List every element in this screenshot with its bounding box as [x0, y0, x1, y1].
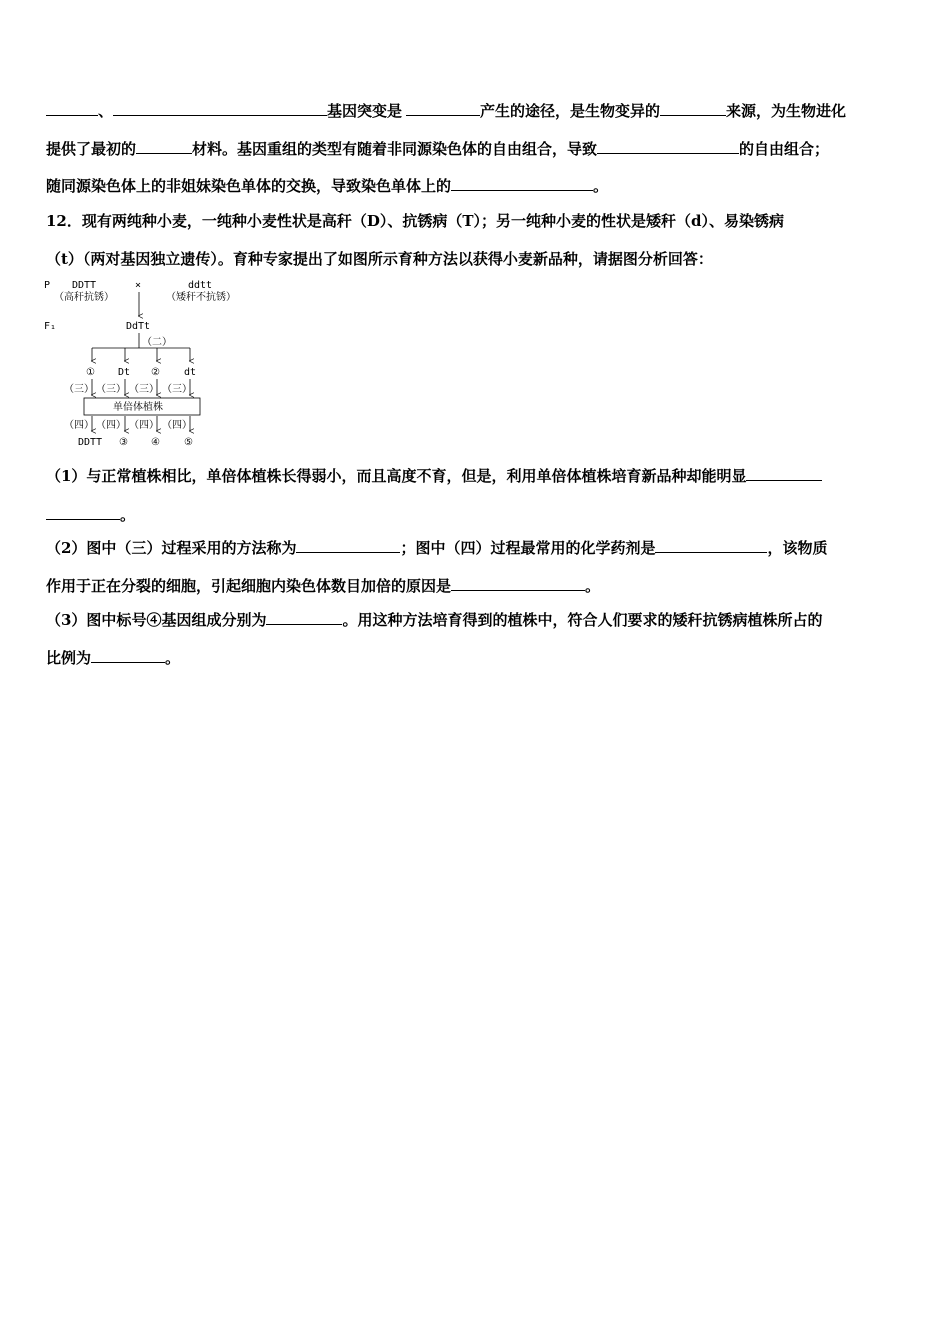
- step-4-label: （四）: [129, 420, 159, 431]
- gamete-4: dt: [184, 367, 197, 378]
- text-span: 材料。基因重组的类型有随着非同源染色体的自由组合，导致: [192, 140, 598, 158]
- step-3-label: （三）: [162, 384, 192, 395]
- question-text: （t）（两对基因独立遗传）。育种专家提出了如图所示育种方法以获得小麦新品种，请据图分析回答：: [46, 250, 713, 268]
- step-4-label: （四）: [64, 420, 94, 431]
- f1-genotype: DdTt: [126, 321, 151, 332]
- text-span: 基因突变是: [327, 102, 403, 120]
- text-span: 的自由组合；: [739, 140, 830, 158]
- answer-blank[interactable]: [91, 648, 165, 663]
- result-4: ⑤: [184, 437, 193, 448]
- text-line-1: [46, 101, 906, 121]
- text-span: ，该物质: [767, 539, 828, 557]
- question-text: （1）与正常植株相比，单倍体植株长得弱小，而且高度不育，但是，利用单倍体植株培育新品种却能明显: [46, 467, 747, 485]
- answer-blank[interactable]: [597, 139, 739, 154]
- parent2-trait: （矮秆不抗锈）: [166, 292, 236, 303]
- breeding-diagram: [40, 275, 270, 455]
- question-text: 12．现有两纯种小麦，一纯种小麦性状是高秆（D）、抗锈病（T）；另一纯种小麦的性状是矮秆（d）、易染锈病: [46, 212, 785, 230]
- parent2-genotype: ddtt: [188, 280, 213, 291]
- text-line-2: [46, 139, 906, 159]
- text-span: 。用这种方法培育得到的植株中，符合人们要求的矮秆抗锈病植株所占的: [342, 611, 823, 629]
- step-3-label: （三）: [96, 384, 126, 395]
- gamete-1: ①: [86, 367, 95, 378]
- step-3-label: （三）: [64, 384, 94, 395]
- text-span: 提供了最初的: [46, 140, 137, 158]
- question-12-line-2: [46, 249, 906, 269]
- text-span: 产生的途径，是生物变异的: [480, 102, 661, 120]
- step-2-label: （二）: [142, 337, 172, 348]
- subquestion-1-line-2: [46, 505, 906, 525]
- answer-blank[interactable]: [113, 101, 327, 116]
- text-span: 。: [120, 506, 136, 524]
- answer-blank[interactable]: [451, 576, 585, 591]
- text-span: ；图中（四）过程最常用的化学药剂是: [400, 539, 656, 557]
- answer-blank[interactable]: [406, 101, 480, 116]
- text-span: 。: [165, 649, 181, 667]
- text-span: 。: [593, 177, 609, 195]
- parent1-trait: （高秆抗锈）: [54, 292, 114, 303]
- cross-sign: ×: [135, 280, 142, 291]
- answer-blank[interactable]: [660, 101, 726, 116]
- answer-blank[interactable]: [296, 538, 400, 553]
- answer-blank[interactable]: [266, 610, 342, 625]
- step-4-label: （四）: [96, 420, 126, 431]
- answer-blank[interactable]: [136, 139, 192, 154]
- question-12-line-1: [46, 211, 906, 231]
- subquestion-3-line-1: [46, 610, 906, 630]
- parent1-genotype: DDTT: [72, 280, 97, 291]
- gamete-3: ②: [151, 367, 160, 378]
- step-3-label: （三）: [129, 384, 159, 395]
- text-span: 作用于正在分裂的细胞，引起细胞内染色体数目加倍的原因是: [46, 577, 452, 595]
- text-span: 、: [98, 102, 114, 120]
- p-label: P: [44, 280, 51, 291]
- step-4-label: （四）: [162, 420, 192, 431]
- answer-blank[interactable]: [46, 505, 120, 520]
- text-span: 。: [585, 577, 601, 595]
- answer-blank[interactable]: [451, 176, 593, 191]
- subquestion-2-line-2: [46, 576, 906, 596]
- subquestion-2-line-1: [46, 538, 906, 558]
- answer-blank[interactable]: [746, 466, 822, 481]
- text-span: 随同源染色体上的非姐妹染色单体的交换，导致染色单体上的: [46, 177, 452, 195]
- text-span: 比例为: [46, 649, 92, 667]
- answer-blank[interactable]: [46, 101, 98, 116]
- text-span: 来源，为生物进化: [726, 102, 847, 120]
- question-text: （3）图中标号④基因组成分别为: [46, 611, 267, 629]
- result-2: ③: [119, 437, 128, 448]
- answer-blank[interactable]: [655, 538, 767, 553]
- text-line-3: [46, 176, 906, 196]
- subquestion-3-line-2: [46, 648, 906, 668]
- result-1: DDTT: [78, 437, 103, 448]
- f1-label: F₁: [44, 321, 57, 332]
- question-text: （2）图中（三）过程采用的方法称为: [46, 539, 297, 557]
- subquestion-1-line-1: [46, 466, 906, 486]
- gamete-2: Dt: [118, 367, 131, 378]
- result-3: ④: [151, 437, 160, 448]
- haploid-box-label: 单倍体植株: [113, 402, 163, 413]
